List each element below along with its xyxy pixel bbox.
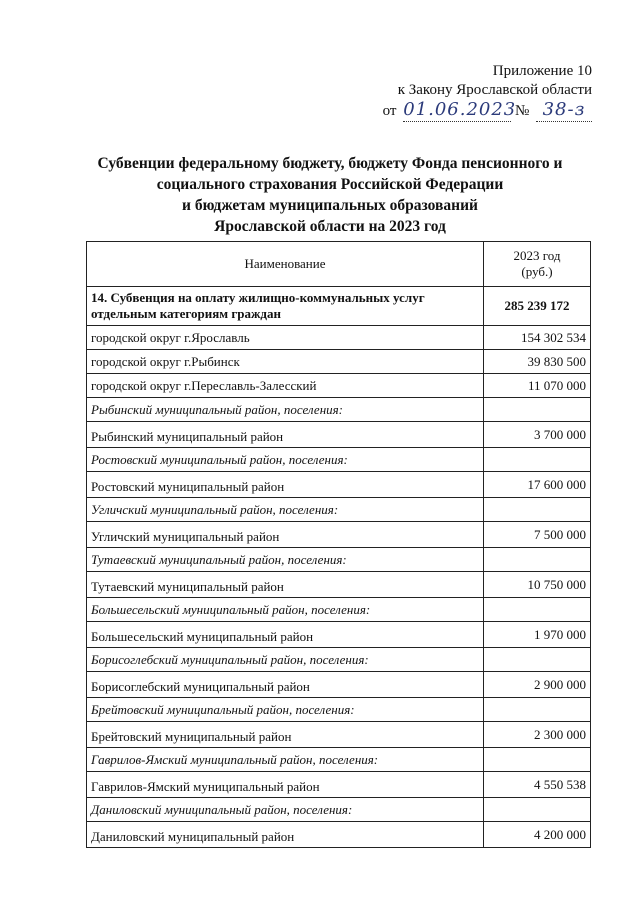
row-name: городской округ г.Рыбинск [87, 350, 484, 374]
row-amount: 10 750 000 [484, 572, 591, 598]
table-row [87, 572, 591, 598]
row-name: Брейтовский муниципальный район, поселения: [87, 698, 484, 722]
law-date-number [383, 100, 592, 122]
appendix-header [383, 62, 592, 122]
from-label: от [382, 103, 397, 119]
row-name: Угличский муниципальный район [87, 522, 484, 548]
column-header-unit: (руб.) [521, 264, 553, 279]
row-name: Гаврилов-Ямский муниципальный район, поселения: [87, 748, 484, 772]
group-row [87, 448, 591, 472]
appendix-number: Приложение 10 [492, 63, 592, 79]
document-title [60, 153, 600, 237]
row-name: Даниловский муниципальный район, поселения: [87, 798, 484, 822]
group-row [87, 698, 591, 722]
row-amount: 2 300 000 [484, 722, 591, 748]
table-header-row [87, 242, 591, 287]
column-header-year [484, 242, 591, 287]
row-amount [484, 698, 591, 722]
row-amount [484, 748, 591, 772]
row-amount [484, 398, 591, 422]
row-name: Рыбинский муниципальный район [87, 422, 484, 448]
table-row [87, 374, 591, 398]
row-name: Брейтовский муниципальный район [87, 722, 484, 748]
table-row [87, 772, 591, 798]
group-row [87, 398, 591, 422]
row-amount [484, 648, 591, 672]
row-name: городской округ г.Переславль-Залесский [87, 374, 484, 398]
group-row [87, 548, 591, 572]
row-amount [484, 448, 591, 472]
row-amount: 11 070 000 [484, 374, 591, 398]
row-name: Борисоглебский муниципальный район [87, 672, 484, 698]
row-amount: 285 239 172 [484, 287, 591, 326]
table-row [87, 622, 591, 648]
row-amount: 3 700 000 [484, 422, 591, 448]
table-row [87, 672, 591, 698]
column-header-year-label: 2023 год [513, 248, 561, 263]
table-row [87, 326, 591, 350]
group-row [87, 498, 591, 522]
row-amount: 39 830 500 [484, 350, 591, 374]
row-amount: 1 970 000 [484, 622, 591, 648]
row-amount [484, 598, 591, 622]
row-amount: 2 900 000 [484, 672, 591, 698]
row-name: Тутаевский муниципальный район, поселения: [87, 548, 484, 572]
law-number [536, 100, 592, 122]
number-label: № [514, 103, 530, 119]
row-name: Борисоглебский муниципальный район, поселения: [87, 648, 484, 672]
title-line: Ярославской области на 2023 год [214, 218, 446, 235]
table-row [87, 722, 591, 748]
row-name: городской округ г.Ярославль [87, 326, 484, 350]
table-row [87, 472, 591, 498]
title-line: и бюджетам муниципальных образований [182, 197, 478, 214]
row-amount: 17 600 000 [484, 472, 591, 498]
row-name: Тутаевский муниципальный район [87, 572, 484, 598]
law-number-value: 38-з [542, 99, 586, 120]
row-name: Даниловский муниципальный район [87, 822, 484, 848]
table-row [87, 522, 591, 548]
column-header-name: Наименование [87, 242, 484, 287]
row-amount [484, 798, 591, 822]
row-amount: 4 550 538 [484, 772, 591, 798]
row-amount [484, 548, 591, 572]
section-row [87, 287, 591, 326]
row-name: Большесельский муниципальный район [87, 622, 484, 648]
row-name: 14. Субвенция на оплату жилищно-коммунальных услуг отдельным категориям граждан [87, 287, 484, 326]
group-row [87, 748, 591, 772]
row-name: Большесельский муниципальный район, поселения: [87, 598, 484, 622]
group-row [87, 798, 591, 822]
row-name: Ростовский муниципальный район [87, 472, 484, 498]
row-amount [484, 498, 591, 522]
title-line: социального страхования Российской Федерации [156, 176, 504, 193]
table-row [87, 422, 591, 448]
row-name: Угличский муниципальный район, поселения: [87, 498, 484, 522]
row-amount: 154 302 534 [484, 326, 591, 350]
group-row [87, 598, 591, 622]
law-reference: к Закону Ярославской области [397, 82, 592, 98]
law-date [403, 99, 517, 122]
subsidy-table [86, 241, 591, 848]
row-name: Гаврилов-Ямский муниципальный район [87, 772, 484, 798]
row-amount: 4 200 000 [484, 822, 591, 848]
row-name: Рыбинский муниципальный район, поселения: [87, 398, 484, 422]
row-name: Ростовский муниципальный район, поселения: [87, 448, 484, 472]
row-amount: 7 500 000 [484, 522, 591, 548]
table-row [87, 350, 591, 374]
title-line: Субвенции федеральному бюджету, бюджету Фонда пенсионного и [97, 155, 563, 172]
table-row [87, 822, 591, 848]
group-row [87, 648, 591, 672]
law-date-value: 01.06.2023 [403, 99, 517, 120]
